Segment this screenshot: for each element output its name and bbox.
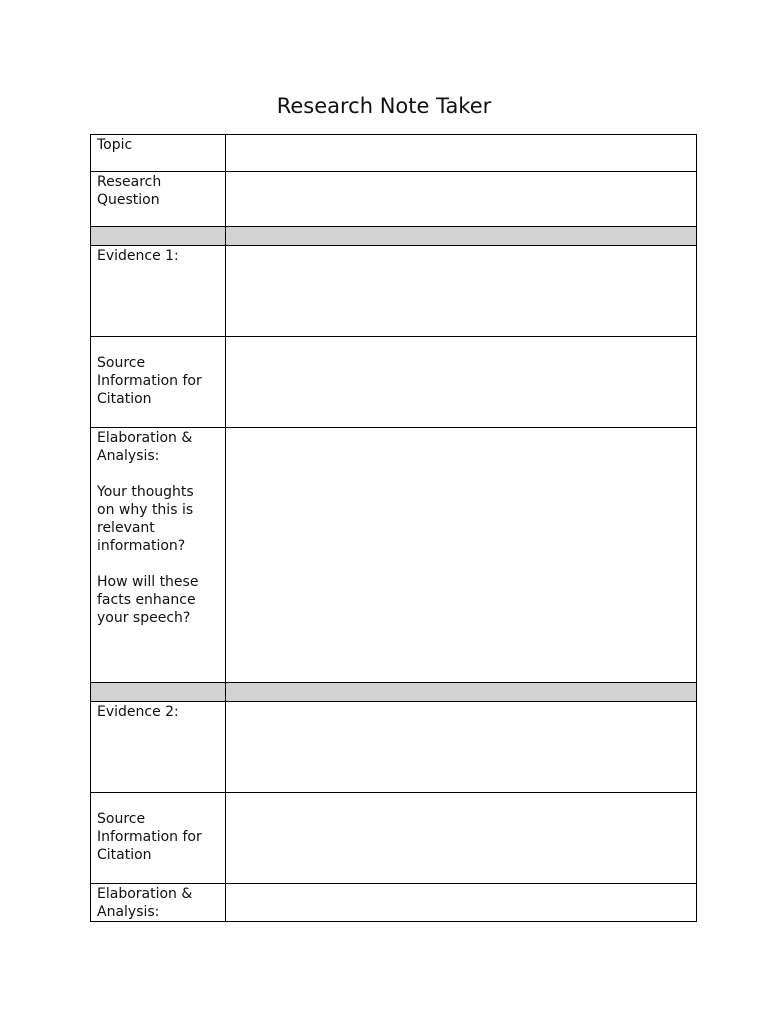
elaboration-2-label-cell bbox=[91, 884, 226, 922]
source-1-label: Source Information for Citation bbox=[97, 355, 202, 407]
evidence-1-label-cell bbox=[91, 246, 226, 337]
evidence-1-label: Evidence 1: bbox=[97, 248, 179, 264]
elaboration-1-label-cell bbox=[91, 428, 226, 683]
evidence-2-label: Evidence 2: bbox=[97, 704, 179, 720]
source-2-label: Source Information for Citation bbox=[97, 811, 202, 863]
separator-cell bbox=[226, 683, 697, 702]
source-1-label-cell bbox=[91, 337, 226, 428]
source-2-label-cell bbox=[91, 793, 226, 884]
separator-cell bbox=[91, 227, 226, 246]
elaboration-1-label: Elaboration & Analysis: Your thoughts on why this is relevant information? How will these facts enhance your speech? bbox=[97, 430, 199, 626]
elaboration-1-row bbox=[91, 428, 697, 683]
topic-label: Topic bbox=[97, 137, 133, 153]
evidence-2-row bbox=[91, 702, 697, 793]
topic-label-cell bbox=[91, 135, 226, 172]
evidence-2-label-cell bbox=[91, 702, 226, 793]
separator-cell bbox=[226, 227, 697, 246]
elaboration-2-label: Elaboration & Analysis: bbox=[97, 886, 193, 920]
source-1-row bbox=[91, 337, 697, 428]
elaboration-2-row bbox=[91, 884, 697, 922]
research-question-label: Research Question bbox=[97, 174, 162, 208]
document-title: Research Note Taker bbox=[276, 94, 492, 118]
topic-row bbox=[91, 135, 697, 172]
source-2-row bbox=[91, 793, 697, 884]
research-question-row bbox=[91, 172, 697, 227]
separator-cell bbox=[91, 683, 226, 702]
source-2-entry-cell[interactable] bbox=[226, 793, 697, 884]
evidence-2-entry-cell[interactable] bbox=[226, 702, 697, 793]
topic-entry-cell[interactable] bbox=[226, 135, 697, 172]
source-1-entry-cell[interactable] bbox=[226, 337, 697, 428]
research-question-entry-cell[interactable] bbox=[226, 172, 697, 227]
research-question-label-cell bbox=[91, 172, 226, 227]
evidence-1-row bbox=[91, 246, 697, 337]
elaboration-2-entry-cell[interactable] bbox=[226, 884, 697, 922]
separator-row-2 bbox=[91, 683, 697, 702]
separator-row-1 bbox=[91, 227, 697, 246]
research-notes-table bbox=[90, 134, 697, 922]
elaboration-1-entry-cell[interactable] bbox=[226, 428, 697, 683]
evidence-1-entry-cell[interactable] bbox=[226, 246, 697, 337]
